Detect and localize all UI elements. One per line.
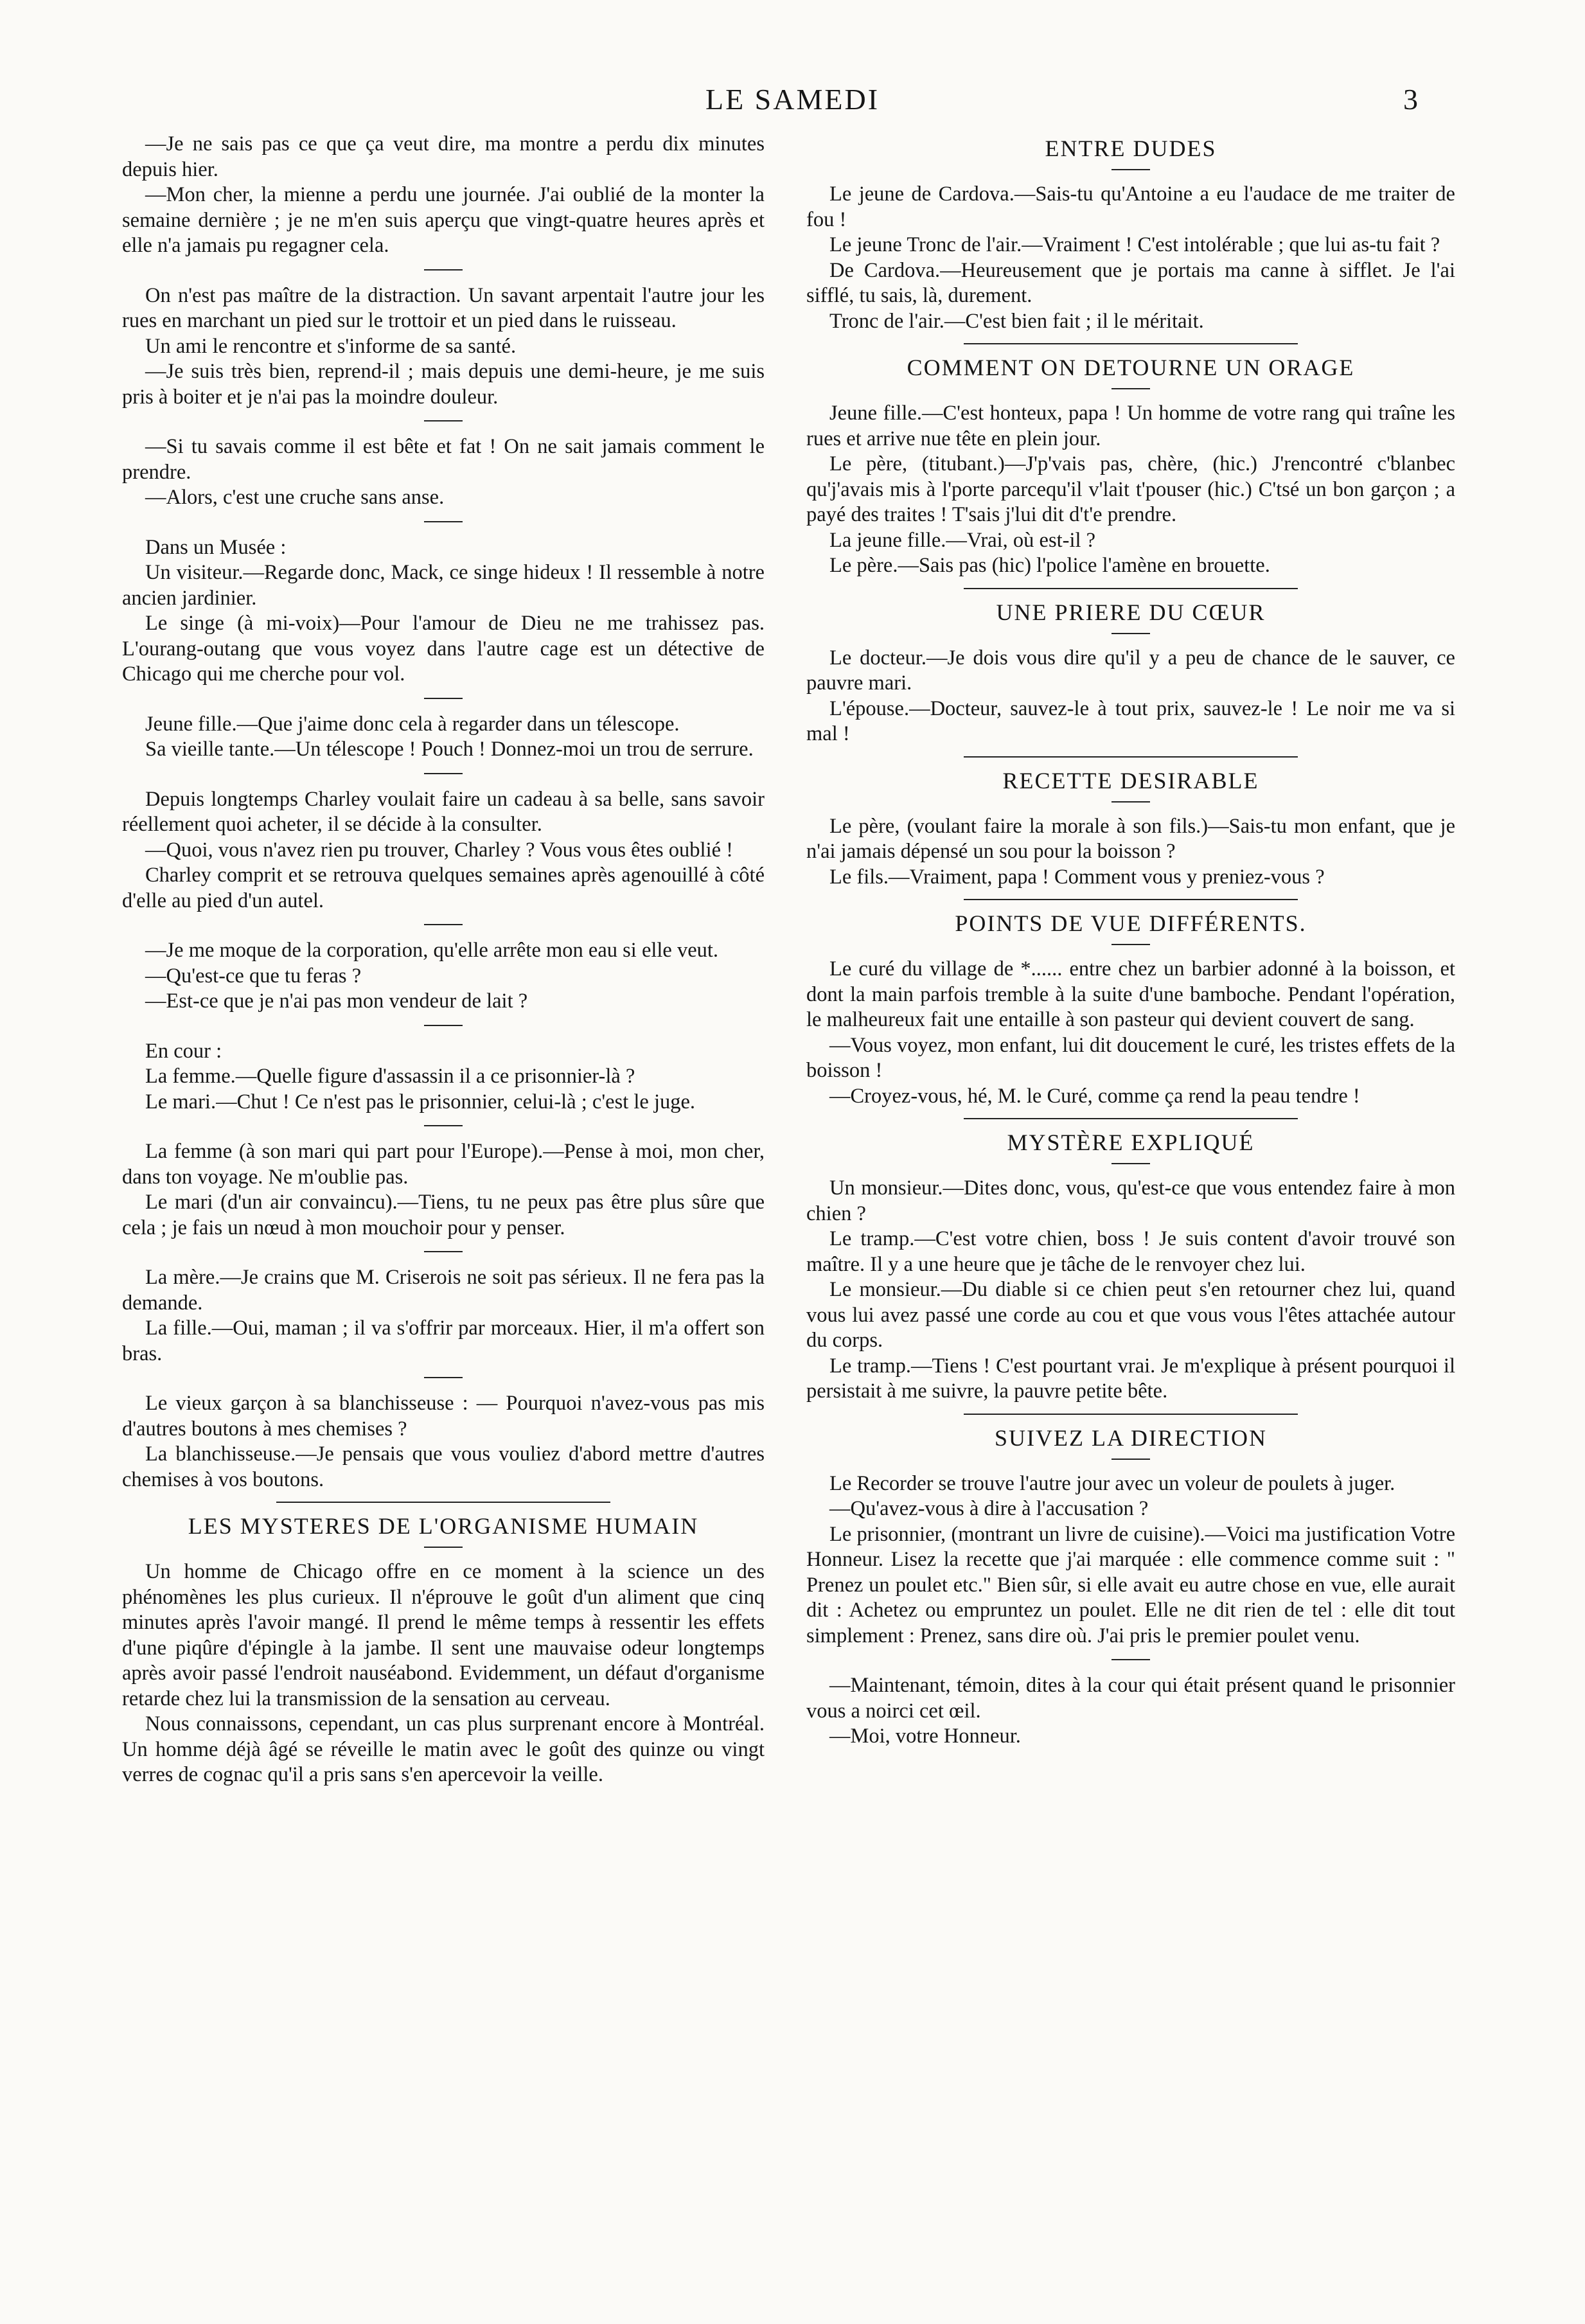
text-paragraph: Le mari (d'un air convaincu).—Tiens, tu ne peux pas être plus sûre que cela ; je fais un nœud à mon mouchoir pour y penser. [122, 1191, 765, 1239]
text-paragraph: Un visiteur.—Regarde donc, Mack, ce singe hideux ! Il ressemble à notre ancien jardinier. [122, 561, 765, 610]
text-paragraph: Le vieux garçon à sa blanchisseuse : — Pourquoi n'avez-vous pas mis d'autres boutons à mes chemises ? [122, 1392, 765, 1441]
page-header [0, 82, 1585, 127]
section-heading: LES MYSTERES DE L'ORGANISME HUMAIN [188, 1513, 699, 1539]
text-paragraph: La femme.—Quelle figure d'assassin il a ce prisonnier-là ? [145, 1065, 635, 1088]
text-paragraph: Le fils.—Vraiment, papa ! Comment vous y preniez-vous ? [829, 865, 1325, 889]
text-paragraph: —Alors, c'est une cruche sans anse. [145, 486, 445, 509]
section-heading: UNE PRIERE DU CŒUR [996, 599, 1266, 625]
joke-block [122, 712, 765, 763]
text-paragraph: La blanchisseuse.—Je pensais que vous vouliez d'abord mettre d'autres chemises à vos boutons. [122, 1442, 765, 1491]
text-paragraph: Le prisonnier, (montrant un livre de cuisine).—Voici ma justification Votre Honneur. Lisez la recette que j'ai marquée : elle commence comme suit : " Prenez un poulet etc." Bien sûr, si elle avait eu autre chose en vue, elle aurait dit : Achetez ou empruntez un poulet. Elle ne dit rien de tel : elle dit tout simplement : Prenez, sans dire où. J'ai pris le premier poulet venu. [806, 1522, 1455, 1647]
text-paragraph: En cour : [145, 1039, 222, 1063]
text-paragraph: De Cardova.—Heureusement que je portais ma canne à sifflet. Je l'ai sifflé, tu sais, là, durement. [806, 258, 1455, 307]
section-heading: POINTS DE VUE DIFFÉRENTS. [955, 910, 1307, 936]
joke-block [122, 1391, 765, 1493]
separator-rule [1111, 801, 1150, 803]
text-paragraph: Le mari.—Chut ! Ce n'est pas le prisonnier, celui-là ; c'est le juge. [145, 1090, 696, 1113]
text-paragraph: Le docteur.—Je dois vous dire qu'il y a peu de chance de le sauver, ce pauvre mari. [806, 646, 1455, 695]
text-paragraph: Un monsieur.—Dites donc, vous, qu'est-ce que vous entendez faire à mon chien ? [806, 1176, 1455, 1225]
text-paragraph: —Vous voyez, mon enfant, lui dit doucement le curé, les tristes effets de la boisson ! [806, 1033, 1455, 1082]
joke-block [122, 132, 765, 259]
text-paragraph: Sa vieille tante.—Un télescope ! Pouch ! Donnez-moi un trou de serrure. [145, 738, 754, 761]
article-section [806, 598, 1455, 747]
joke-block [806, 1673, 1455, 1750]
separator-rule [1111, 169, 1150, 170]
joke-block [122, 1139, 765, 1241]
text-paragraph: —Si tu savais comme il est bête et fat ! On ne sait jamais comment le prendre. [122, 435, 765, 484]
section-rule [964, 1414, 1298, 1415]
article-section [806, 353, 1455, 579]
text-paragraph: La femme (à son mari qui part pour l'Europe).—Pense à moi, mon cher, dans ton voyage. Ne m'oublie pas. [122, 1140, 765, 1189]
text-paragraph: —Qu'avez-vous à dire à l'accusation ? [829, 1497, 1149, 1520]
text-paragraph: Le jeune de Cardova.—Sais-tu qu'Antoine a eu l'audace de me traiter de fou ! [806, 182, 1455, 231]
text-paragraph: Le monsieur.—Du diable si ce chien peut s'en retourner chez lui, quand vous lui avez passé une corde au cou et que vous vous l'êtes attachée autour du corps. [806, 1278, 1455, 1352]
newspaper-title: LE SAMEDI [705, 83, 880, 116]
separator-rule [424, 1025, 463, 1026]
text-paragraph: Le père, (titubant.)—J'p'vais pas, chère, (hic.) J'rencontré c'blanbec qu'j'avais mis à l'porte parcequ'il v'lait t'pouser (hic.) C'tsé un bon garçon ; a payé des traites ! T'sais j'lui dit d't'e prendre. [806, 452, 1455, 526]
text-paragraph: —Mon cher, la mienne a perdu une journée. J'ai oublié de la monter la semaine dernière ; je ne m'en suis aperçu que vingt-quatre heures après et elle n'a jamais pu regagner cela. [122, 183, 765, 257]
text-paragraph: —Croyez-vous, hé, M. le Curé, comme ça rend la peau tendre ! [829, 1084, 1360, 1108]
separator-rule [1111, 944, 1150, 945]
text-paragraph: Dans un Musée : [145, 535, 287, 559]
joke-block [122, 535, 765, 687]
separator-rule [1111, 1459, 1150, 1460]
joke-block [122, 1265, 765, 1367]
separator-rule [424, 1547, 463, 1548]
text-paragraph: Le curé du village de *...... entre chez un barbier adonné à la boisson, et dont la main parfois tremble à la suite d'une bamboche. Pendant l'opération, le malheureux fait une entaille à son pasteur qui devient couvert de sang. [806, 957, 1455, 1031]
section-heading: RECETTE DESIRABLE [1002, 767, 1259, 794]
separator-rule [424, 1125, 463, 1126]
section-heading: MYSTÈRE EXPLIQUÉ [1007, 1130, 1255, 1155]
joke-block [122, 434, 765, 511]
separator-rule [424, 698, 463, 699]
text-paragraph: La fille.—Oui, maman ; il va s'offrir par morceaux. Hier, il m'a offert son bras. [122, 1317, 765, 1365]
section-rule [276, 1502, 610, 1503]
text-paragraph: —Je ne sais pas ce que ça veut dire, ma montre a perdu dix minutes depuis hier. [122, 132, 765, 181]
separator-rule [424, 924, 463, 925]
section-rule [964, 588, 1298, 589]
text-paragraph: —Je suis très bien, reprend-il ; mais depuis une demi-heure, je me suis pris à boiter et je n'ai pas la moindre douleur. [122, 360, 765, 409]
text-paragraph: Le tramp.—C'est votre chien, boss ! Je suis content d'avoir trouvé son maître. Il y a une heure que je tâche de le renvoyer chez lui. [806, 1227, 1455, 1276]
text-paragraph: Le jeune Tronc de l'air.—Vraiment ! C'est intolérable ; que lui as-tu fait ? [829, 233, 1440, 256]
joke-block [122, 938, 765, 1015]
text-paragraph: —Quoi, vous n'avez rien pu trouver, Charley ? Vous vous êtes oublié ! [145, 838, 733, 862]
text-paragraph: Le père, (voulant faire la morale à son fils.)—Sais-tu mon enfant, que je n'ai jamais dépensé un sou pour la boisson ? [806, 814, 1455, 863]
text-paragraph: —Moi, votre Honneur. [829, 1725, 1021, 1748]
section-rule [964, 1118, 1298, 1119]
text-paragraph: Tronc de l'air.—C'est bien fait ; il le méritait. [829, 309, 1204, 333]
text-paragraph: —Maintenant, témoin, dites à la cour qui était présent quand le prisonnier vous a noirci cet œil. [806, 1674, 1455, 1723]
section-heading: ENTRE DUDES [1045, 136, 1217, 161]
joke-block [122, 1039, 765, 1115]
section-rule [964, 756, 1298, 758]
right-column [806, 132, 1455, 1753]
separator-rule [1111, 1659, 1150, 1660]
text-paragraph: Jeune fille.—C'est honteux, papa ! Un homme de votre rang qui traîne les rues et arrive nue tête en plein jour. [806, 402, 1455, 450]
text-paragraph: On n'est pas maître de la distraction. Un savant arpentait l'autre jour les rues en marchant un pied sur le trottoir et un pied dans le ruisseau. [122, 283, 765, 332]
text-paragraph: —Est-ce que je n'ai pas mon vendeur de lait ? [145, 989, 528, 1013]
separator-rule [424, 773, 463, 774]
text-paragraph: Un ami le rencontre et s'informe de sa santé. [145, 334, 517, 358]
page-number: 3 [1403, 83, 1418, 116]
article-section [122, 1512, 765, 1788]
article-section [806, 767, 1455, 891]
text-paragraph: La jeune fille.—Vrai, où est-il ? [829, 528, 1096, 552]
article-section [806, 134, 1455, 334]
text-paragraph: Nous connaissons, cependant, un cas plus surprenant encore à Montréal. Un homme déjà âgé se réveille le matin avec le goût des quinze ou vingt verres de cognac qu'il a pris sans s'en apercevoir la veille. [122, 1712, 765, 1786]
section-rule [964, 343, 1298, 344]
text-paragraph: Le singe (à mi-voix)—Pour l'amour de Dieu ne me trahissez pas. L'ourang-outang que vous voyez dans l'autre cage est un détective de Chicago qui me cherche pour vol. [122, 612, 765, 686]
text-paragraph: Charley comprit et se retrouva quelques semaines après agenouillé à côté d'elle au pied d'un autel. [122, 864, 765, 912]
separator-rule [424, 269, 463, 271]
separator-rule [1111, 633, 1150, 634]
text-paragraph: —Je me moque de la corporation, qu'elle arrête mon eau si elle veut. [145, 939, 719, 962]
separator-rule [424, 420, 463, 421]
text-paragraph: —Qu'est-ce que tu feras ? [145, 964, 362, 988]
article-section [806, 1424, 1455, 1649]
article-section [806, 1128, 1455, 1405]
separator-rule [424, 1377, 463, 1378]
separator-rule [424, 1251, 463, 1252]
left-column [122, 132, 765, 1791]
text-paragraph: L'épouse.—Docteur, sauvez-le à tout prix, sauvez-le ! Le noir me va si mal ! [806, 696, 1455, 745]
separator-rule [424, 521, 463, 522]
text-paragraph: Le Recorder se trouve l'autre jour avec un voleur de poulets à juger. [829, 1471, 1395, 1495]
section-heading: SUIVEZ LA DIRECTION [995, 1424, 1267, 1451]
section-heading: COMMENT ON DETOURNE UN ORAGE [907, 355, 1355, 380]
text-paragraph: Jeune fille.—Que j'aime donc cela à regarder dans un télescope. [145, 712, 680, 736]
text-paragraph: Le tramp.—Tiens ! C'est pourtant vrai. Je m'explique à présent pourquoi il persistait à me suivre, la pauvre petite bête. [806, 1354, 1455, 1403]
separator-rule [1111, 1163, 1150, 1164]
text-paragraph: Un homme de Chicago offre en ce moment à la science un des phénomènes les plus curieux. Il n'éprouve le goût d'un aliment que cinq minutes après l'avoir mangé. Il prend le même temps à ressentir les effets d'une piqûre d'épingle à la jambe. Il sent une mauvaise odeur longtemps après avoir passé l'endroit nauséabond. Evidemment, un défaut d'organisme retarde chez lui la transmission de la sensation au cerveau. [122, 1560, 765, 1710]
text-paragraph: Depuis longtemps Charley voulait faire un cadeau à sa belle, sans savoir réellement quoi acheter, il se décide à la consulter. [122, 787, 765, 836]
text-paragraph: La mère.—Je crains que M. Criserois ne soit pas sérieux. Il ne fera pas la demande. [122, 1266, 765, 1315]
separator-rule [1111, 388, 1150, 389]
article-section [806, 909, 1455, 1109]
section-rule [964, 899, 1298, 900]
joke-block [122, 787, 765, 914]
joke-block [122, 283, 765, 411]
text-paragraph: Le père.—Sais pas (hic) l'police l'amène en brouette. [829, 554, 1270, 577]
